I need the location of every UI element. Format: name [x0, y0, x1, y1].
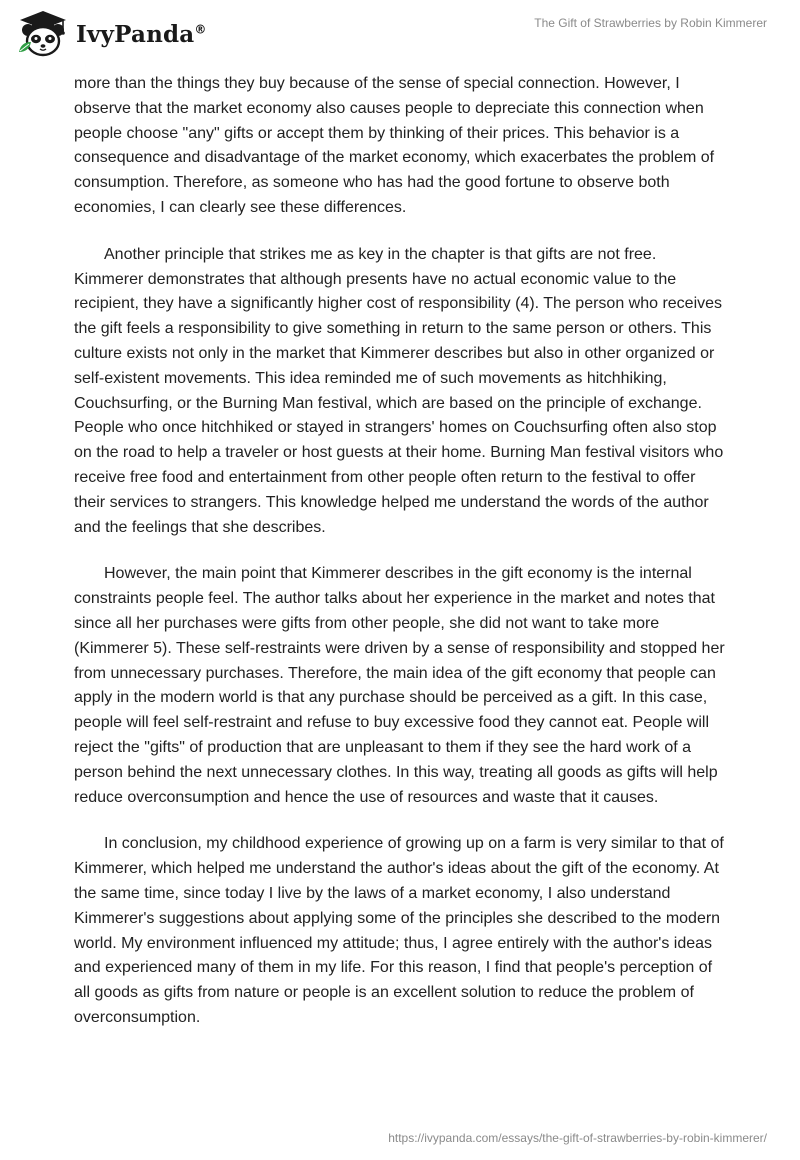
page-header [0, 0, 800, 70]
document-title: The Gift of Strawberries by Robin Kimmerer [534, 16, 767, 30]
paragraph: more than the things they buy because of the sense of special connection. However, I observe that the market economy also causes people to depreciate this connection when people choose "any" gifts or accept them by thinking of their prices. This behavior is a consequence and disadvantage of the market economy, which exacerbates the problem of consumption. Therefore, as someone who has had the good fortune to observe both economies, I can clearly see these differences. [74, 75, 715, 216]
essay-body [74, 72, 730, 1053]
source-url-link[interactable]: https://ivypanda.com/essays/the-gift-of-strawberries-by-robin-kimmerer/ [388, 1131, 767, 1145]
ivypanda-logo[interactable] [14, 8, 207, 60]
paragraph: In conclusion, my childhood experience of growing up on a farm is very similar to that of Kimmerer, which helped me understand the author's ideas about the gift of the economy. At the same time, since today I live by the laws of a market economy, I also understand Kimmerer's suggestions about applying some of the principles she described to the modern world. My environment influenced my attitude; thus, I agree entirely with the author's ideas and experienced many of them in my life. For this reason, I find that people's perception of all goods as gifts from nature or people is an excellent solution to reduce the problem of overconsumption. [74, 835, 724, 1026]
paragraph: However, the main point that Kimmerer describes in the gift economy is the internal constraints people feel. The author talks about her experience in the market and notes that since all her purchases were gifts from other people, she did not want to take more (Kimmerer 5). These self-restraints were driven by a sense of responsibility and stopped her from unnecessary purchases. Therefore, the main idea of the gift economy that people can apply in the modern world is that any purchase should be perceived as a gift. In this case, people will feel self-restraint and refuse to buy excessive food they cannot eat. People will reject the "gifts" of production that are unpleasant to them if they see the hard work of a person behind the next unnecessary clothes. In this way, treating all goods as gifts will help reduce overconsumption and hence the use of resources and waste that it causes. [74, 565, 725, 806]
paragraph: Another principle that strikes me as key in the chapter is that gifts are not free. Kimmerer demonstrates that although presents have no actual economic value to the recipient, they have a significantly higher cost of responsibility (4). The person who receives the gift feels a responsibility to give something in return to the same person or others. This culture exists not only in the market that Kimmerer describes but also in other organized or self-existent movements. This idea reminded me of such movements as hitchhiking, Couchsurfing, or the Burning Man festival, which are based on the principle of exchange. People who once hitchhiked or stayed in strangers' homes on Couchsurfing often also stop on the road to help a traveler or host guests at their home. Burning Man festival visitors who receive free food and entertainment from other people often return to the festival to offer their services to strangers. This knowledge helped me understand the words of the author and the feelings that she describes. [74, 245, 724, 536]
logo-wordmark: IvyPanda® [76, 20, 207, 48]
panda-logo-icon [14, 8, 72, 60]
registered-mark: ® [194, 21, 207, 36]
